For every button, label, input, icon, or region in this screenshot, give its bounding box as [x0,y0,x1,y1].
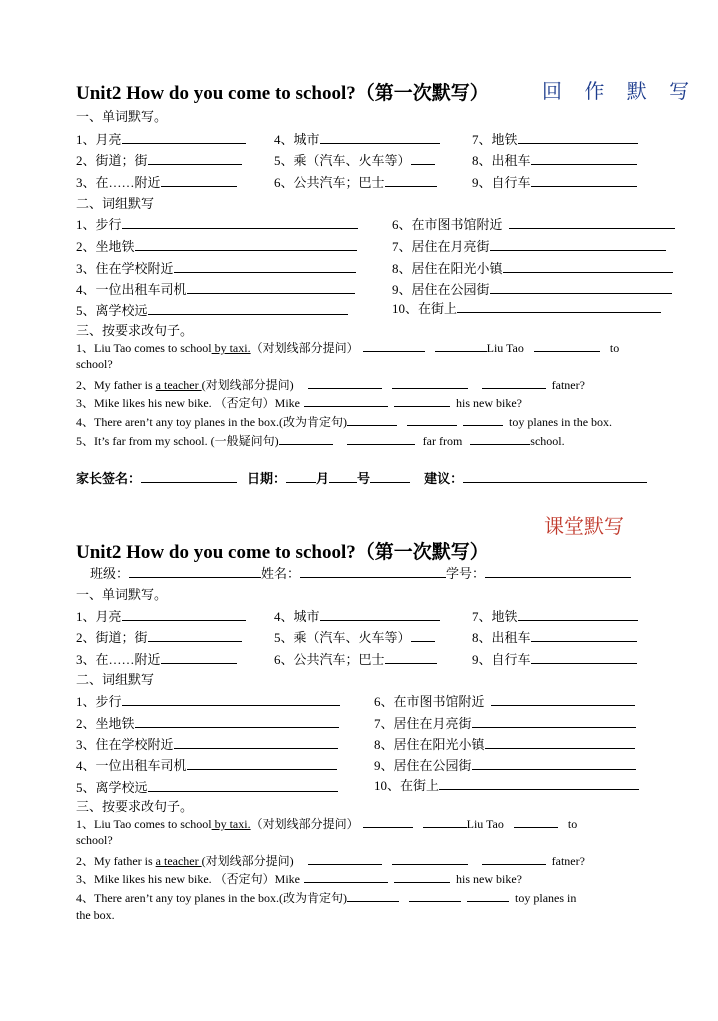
word-item: 4、城市 [274,129,440,148]
word-item: 2、街道；街 [76,627,242,646]
phrase-item: 9、居住在公园街 [374,755,636,774]
phrase-item: 1、步行 [76,691,340,710]
phrase-item: 4、一位出租车司机 [76,279,355,298]
word-item: 7、地铁 [472,606,638,625]
phrase-item: 8、居住在阳光小镇 [392,258,673,277]
parent-signature-row: 家长签名： 日期： 月 号 建议： [76,468,647,487]
word-item: 6、公共汽车；巴士 [274,172,437,191]
sentence-2: 2、My father is a teacher (对划线部分提问) fatner? [76,854,585,868]
section-heading-words: 一、单词默写。 [76,587,168,602]
homework-stamp: 回 作 默 写 [542,79,698,103]
section-heading-phrases: 二、词组默写 [76,672,155,687]
sentence-1: 1、Liu Tao comes to school by taxi.（对划线部分提问） Liu Tao to [76,341,620,355]
worksheet-title-2: Unit2 How do you come to school?（第一次默写） [76,542,489,563]
word-item: 9、自行车 [472,649,637,668]
phrase-item: 3、住在学校附近 [76,734,338,753]
word-item: 8、出租车 [472,150,637,169]
word-item: 1、月亮 [76,606,246,625]
word-item: 3、在……附近 [76,172,237,191]
phrase-item: 6、在市图书馆附近 [374,691,635,710]
sentence-5: 5、It’s far from my school. (一般疑问句) far from school. [76,434,565,448]
word-item: 1、月亮 [76,129,246,148]
sentence-4: 4、There aren’t any toy planes in the box.(改为肯定句) toy planes in the box. [76,415,613,429]
phrase-item: 3、住在学校附近 [76,258,356,277]
sentence-4-cont: the box. [76,908,115,922]
phrase-item: 1、步行 [76,214,358,233]
sentence-3: 3、Mike likes his new bike. （否定句）Mike his new bike? [76,872,522,886]
section-heading-words: 一、单词默写。 [76,109,168,124]
phrase-item: 5、离学校远 [76,777,338,796]
phrase-item: 8、居住在阳光小镇 [374,734,635,753]
section-heading-sentences: 三、按要求改句子。 [76,323,194,338]
word-item: 7、地铁 [472,129,638,148]
sentence-4: 4、There aren’t any toy planes in the box.(改为肯定句) toy planes in [76,891,577,905]
word-item: 6、公共汽车；巴士 [274,649,437,668]
sentence-1: 1、Liu Tao comes to school by taxi.（对划线部分提问） Liu Tao to [76,817,578,831]
word-item: 8、出租车 [472,627,637,646]
phrase-item: 10、在街上 [374,775,639,794]
phrase-item: 6、在市图书馆附近 [392,214,675,233]
word-item: 5、乘（汽车、火车等） [274,150,435,169]
phrase-item: 7、居住在月亮街 [392,236,666,255]
phrase-item: 7、居住在月亮街 [374,713,636,732]
word-item: 2、街道；街 [76,150,242,169]
section-heading-sentences: 三、按要求改句子。 [76,799,194,814]
word-item: 5、乘（汽车、火车等） [274,627,435,646]
phrase-item: 4、一位出租车司机 [76,755,337,774]
classroom-stamp: 课堂默写 [544,514,624,538]
section-heading-phrases: 二、词组默写 [76,196,155,211]
worksheet-title: Unit2 How do you come to school?（第一次默写） [76,83,489,104]
student-info-row: 班级： 姓名： 学号： [90,563,631,582]
sentence-2: 2、My father is a teacher (对划线部分提问) fatner? [76,378,585,392]
word-item: 4、城市 [274,606,440,625]
phrase-item: 9、居住在公园街 [392,279,672,298]
phrase-item: 10、在街上 [392,298,661,317]
phrase-item: 2、坐地铁 [76,713,339,732]
phrase-item: 2、坐地铁 [76,236,357,255]
word-item: 3、在……附近 [76,649,237,668]
phrase-item: 5、离学校远 [76,300,348,319]
sentence-1-cont: school? [76,833,113,847]
word-item: 9、自行车 [472,172,637,191]
sentence-3: 3、Mike likes his new bike. （否定句）Mike his new bike? [76,396,522,410]
sentence-1-cont: school? [76,357,113,371]
